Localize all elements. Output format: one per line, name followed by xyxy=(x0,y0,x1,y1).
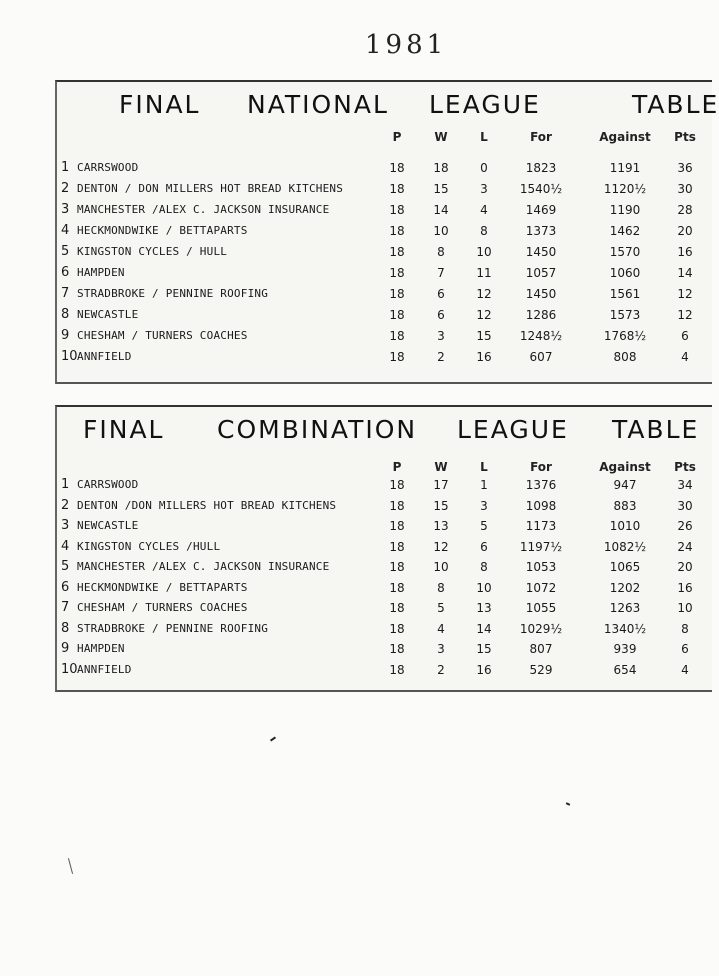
row-for: 1376 xyxy=(525,478,557,492)
row-rank: 10 xyxy=(61,349,78,364)
row-w: 6 xyxy=(437,308,445,322)
row-p: 18 xyxy=(389,560,405,574)
table-title-word: LEAGUE xyxy=(457,415,569,444)
row-for: 1072 xyxy=(525,580,557,595)
row-pts: 20 xyxy=(677,560,693,574)
row-p: 18 xyxy=(389,478,405,492)
row-rank: 10 xyxy=(61,661,78,677)
row-rank: 9 xyxy=(61,641,70,656)
row-l: 13 xyxy=(476,601,492,615)
row-rank: 7 xyxy=(61,286,70,301)
row-w: 10 xyxy=(433,224,449,238)
combination-league-table xyxy=(55,405,712,692)
row-w: 2 xyxy=(437,350,445,364)
row-rank: 8 xyxy=(61,307,70,322)
row-w: 10 xyxy=(433,560,449,574)
row-rank: 3 xyxy=(61,518,70,533)
row-for: 1055 xyxy=(525,601,557,615)
row-p: 18 xyxy=(389,245,405,259)
row-p: 18 xyxy=(389,642,405,656)
row-rank: 5 xyxy=(61,244,70,259)
row-team-name: STRADBROKE / PENNINE ROOFING xyxy=(77,621,269,635)
row-pts: 14 xyxy=(677,266,693,280)
row-l: 5 xyxy=(480,519,488,533)
row-w: 18 xyxy=(433,161,449,175)
row-l: 15 xyxy=(476,642,492,656)
row-p: 18 xyxy=(389,350,405,364)
row-for: 1053 xyxy=(525,560,557,574)
row-rank: 7 xyxy=(61,600,70,615)
row-for: 1286 xyxy=(525,308,557,322)
row-w: 6 xyxy=(437,287,445,301)
row-against: 1561 xyxy=(609,287,641,301)
column-header-p: P xyxy=(392,130,402,144)
row-w: 17 xyxy=(433,478,449,492)
row-against: 1190 xyxy=(609,203,641,217)
row-l: 8 xyxy=(480,224,488,238)
row-p: 18 xyxy=(389,519,405,533)
row-pts: 30 xyxy=(677,498,693,513)
stray-mark xyxy=(68,858,73,874)
row-rank: 4 xyxy=(61,538,70,554)
column-header-p: P xyxy=(392,460,402,474)
row-rank: 6 xyxy=(61,265,70,280)
row-w: 15 xyxy=(433,182,449,196)
row-team-name: HECKMONDWIKE / BETTAPARTS xyxy=(77,224,248,237)
row-l: 14 xyxy=(476,621,492,636)
row-for: 807 xyxy=(529,642,553,656)
row-w: 5 xyxy=(437,601,445,615)
column-header-l: L xyxy=(480,460,488,474)
row-w: 8 xyxy=(437,580,445,595)
row-team-name: MANCHESTER /ALEX C. JACKSON INSURANCE xyxy=(77,560,330,573)
row-team-name: CARRSWOOD xyxy=(77,161,139,174)
row-rank: 9 xyxy=(61,328,70,343)
row-l: 12 xyxy=(476,308,492,322)
row-against: 1340½ xyxy=(603,621,647,636)
row-w: 3 xyxy=(437,642,445,656)
row-team-name: CARRSWOOD xyxy=(77,478,139,491)
row-p: 18 xyxy=(389,203,405,217)
column-header-against: Against xyxy=(599,130,651,144)
row-pts: 10 xyxy=(677,601,693,615)
row-rank: 8 xyxy=(61,620,70,636)
row-for: 1823 xyxy=(525,161,557,175)
row-team-name: DENTON /DON MILLERS HOT BREAD KITCHENS xyxy=(77,498,337,512)
row-team-name: CHESHAM / TURNERS COACHES xyxy=(77,601,248,614)
row-pts: 12 xyxy=(677,308,693,322)
row-l: 11 xyxy=(476,266,492,280)
row-pts: 6 xyxy=(681,642,689,656)
row-w: 8 xyxy=(437,245,445,259)
row-for: 1248½ xyxy=(519,329,563,343)
row-against: 883 xyxy=(613,498,637,513)
row-against: 1082½ xyxy=(603,539,647,554)
row-team-name: CHESHAM / TURNERS COACHES xyxy=(77,329,248,342)
row-team-name: HAMPDEN xyxy=(77,266,125,279)
row-pts: 16 xyxy=(677,580,693,595)
row-w: 12 xyxy=(433,539,449,554)
column-header-pts: Pts xyxy=(674,460,696,474)
row-team-name: ANNFIELD xyxy=(77,350,132,363)
table-title-word: NATIONAL xyxy=(247,90,389,119)
row-l: 12 xyxy=(476,287,492,301)
row-pts: 4 xyxy=(681,662,689,677)
row-team-name: DENTON / DON MILLERS HOT BREAD KITCHENS xyxy=(77,182,344,195)
row-l: 15 xyxy=(476,329,492,343)
row-w: 15 xyxy=(433,498,449,513)
row-p: 18 xyxy=(389,329,405,343)
row-rank: 3 xyxy=(61,202,70,217)
row-against: 1202 xyxy=(609,580,641,595)
row-pts: 30 xyxy=(677,182,693,196)
row-team-name: MANCHESTER /ALEX C. JACKSON INSURANCE xyxy=(77,203,330,216)
row-w: 7 xyxy=(437,266,445,280)
row-rank: 4 xyxy=(61,223,70,238)
row-pts: 16 xyxy=(677,245,693,259)
row-pts: 6 xyxy=(681,329,689,343)
table-title-word: FINAL xyxy=(83,415,165,444)
column-header-w: W xyxy=(434,130,448,144)
row-team-name: KINGSTON CYCLES /HULL xyxy=(77,539,221,553)
table-title-word: FINAL xyxy=(119,90,201,119)
row-team-name: HAMPDEN xyxy=(77,642,125,655)
column-header-pts: Pts xyxy=(674,130,696,144)
row-against: 1065 xyxy=(609,560,641,574)
row-pts: 8 xyxy=(681,621,689,636)
row-p: 18 xyxy=(389,498,405,513)
column-header-w: W xyxy=(434,460,448,474)
column-header-for: For xyxy=(530,130,552,144)
row-team-name: NEWCASTLE xyxy=(77,308,139,321)
row-for: 1173 xyxy=(525,519,557,533)
column-header-l: L xyxy=(480,130,488,144)
row-for: 1057 xyxy=(525,266,557,280)
row-rank: 2 xyxy=(61,497,70,513)
row-for: 1450 xyxy=(525,287,557,301)
row-l: 0 xyxy=(480,161,488,175)
row-p: 18 xyxy=(389,161,405,175)
row-against: 1570 xyxy=(609,245,641,259)
row-p: 18 xyxy=(389,580,405,595)
row-team-name: NEWCASTLE xyxy=(77,519,139,532)
row-rank: 1 xyxy=(61,160,70,175)
row-for: 1098 xyxy=(525,498,557,513)
row-l: 4 xyxy=(480,203,488,217)
year-heading: 1981 xyxy=(365,30,448,60)
row-against: 1573 xyxy=(609,308,641,322)
row-pts: 4 xyxy=(681,350,689,364)
row-p: 18 xyxy=(389,601,405,615)
row-against: 1191 xyxy=(609,161,641,175)
column-header-against: Against xyxy=(599,460,651,474)
row-p: 18 xyxy=(389,224,405,238)
row-p: 18 xyxy=(389,621,405,636)
row-team-name: ANNFIELD xyxy=(77,662,132,676)
row-l: 10 xyxy=(476,580,492,595)
row-against: 808 xyxy=(613,350,637,364)
row-w: 4 xyxy=(437,621,445,636)
row-p: 18 xyxy=(389,308,405,322)
row-pts: 34 xyxy=(677,478,693,492)
row-for: 529 xyxy=(529,662,553,677)
row-w: 14 xyxy=(433,203,449,217)
table-title-word: TABLE xyxy=(632,90,719,119)
row-for: 1469 xyxy=(525,203,557,217)
row-l: 8 xyxy=(480,560,488,574)
row-against: 1462 xyxy=(609,224,641,238)
row-l: 3 xyxy=(480,498,488,513)
row-pts: 28 xyxy=(677,203,693,217)
row-for: 607 xyxy=(529,350,553,364)
row-pts: 24 xyxy=(677,539,693,554)
row-pts: 26 xyxy=(677,519,693,533)
row-w: 2 xyxy=(437,662,445,677)
row-p: 18 xyxy=(389,182,405,196)
row-p: 18 xyxy=(389,266,405,280)
row-against: 939 xyxy=(613,642,637,656)
row-l: 16 xyxy=(476,350,492,364)
row-for: 1197½ xyxy=(519,539,563,554)
row-team-name: STRADBROKE / PENNINE ROOFING xyxy=(77,287,269,300)
row-rank: 5 xyxy=(61,559,70,574)
stray-mark xyxy=(270,736,276,741)
row-against: 1010 xyxy=(609,519,641,533)
row-against: 947 xyxy=(613,478,637,492)
row-w: 3 xyxy=(437,329,445,343)
row-l: 1 xyxy=(480,478,488,492)
row-rank: 1 xyxy=(61,477,70,492)
row-against: 1768½ xyxy=(603,329,647,343)
row-rank: 2 xyxy=(61,181,70,196)
row-team-name: KINGSTON CYCLES / HULL xyxy=(77,245,228,258)
row-l: 16 xyxy=(476,662,492,677)
row-pts: 12 xyxy=(677,287,693,301)
row-l: 6 xyxy=(480,539,488,554)
table-title-word: COMBINATION xyxy=(217,415,418,444)
column-header-for: For xyxy=(530,460,552,474)
row-against: 1263 xyxy=(609,601,641,615)
national-league-table xyxy=(55,80,719,384)
row-for: 1450 xyxy=(525,245,557,259)
row-l: 3 xyxy=(480,182,488,196)
row-l: 10 xyxy=(476,245,492,259)
table-title-word: TABLE xyxy=(612,415,700,444)
row-w: 13 xyxy=(433,519,449,533)
row-p: 18 xyxy=(389,662,405,677)
stray-mark xyxy=(566,802,570,806)
row-for: 1373 xyxy=(525,224,557,238)
row-against: 1120½ xyxy=(603,182,647,196)
row-rank: 6 xyxy=(61,579,70,595)
row-pts: 36 xyxy=(677,161,693,175)
row-for: 1029½ xyxy=(519,621,563,636)
row-p: 18 xyxy=(389,539,405,554)
row-against: 1060 xyxy=(609,266,641,280)
row-for: 1540½ xyxy=(519,182,563,196)
row-p: 18 xyxy=(389,287,405,301)
row-against: 654 xyxy=(613,662,637,677)
row-pts: 20 xyxy=(677,224,693,238)
row-team-name: HECKMONDWIKE / BETTAPARTS xyxy=(77,580,248,594)
table-title-word: LEAGUE xyxy=(429,90,541,119)
